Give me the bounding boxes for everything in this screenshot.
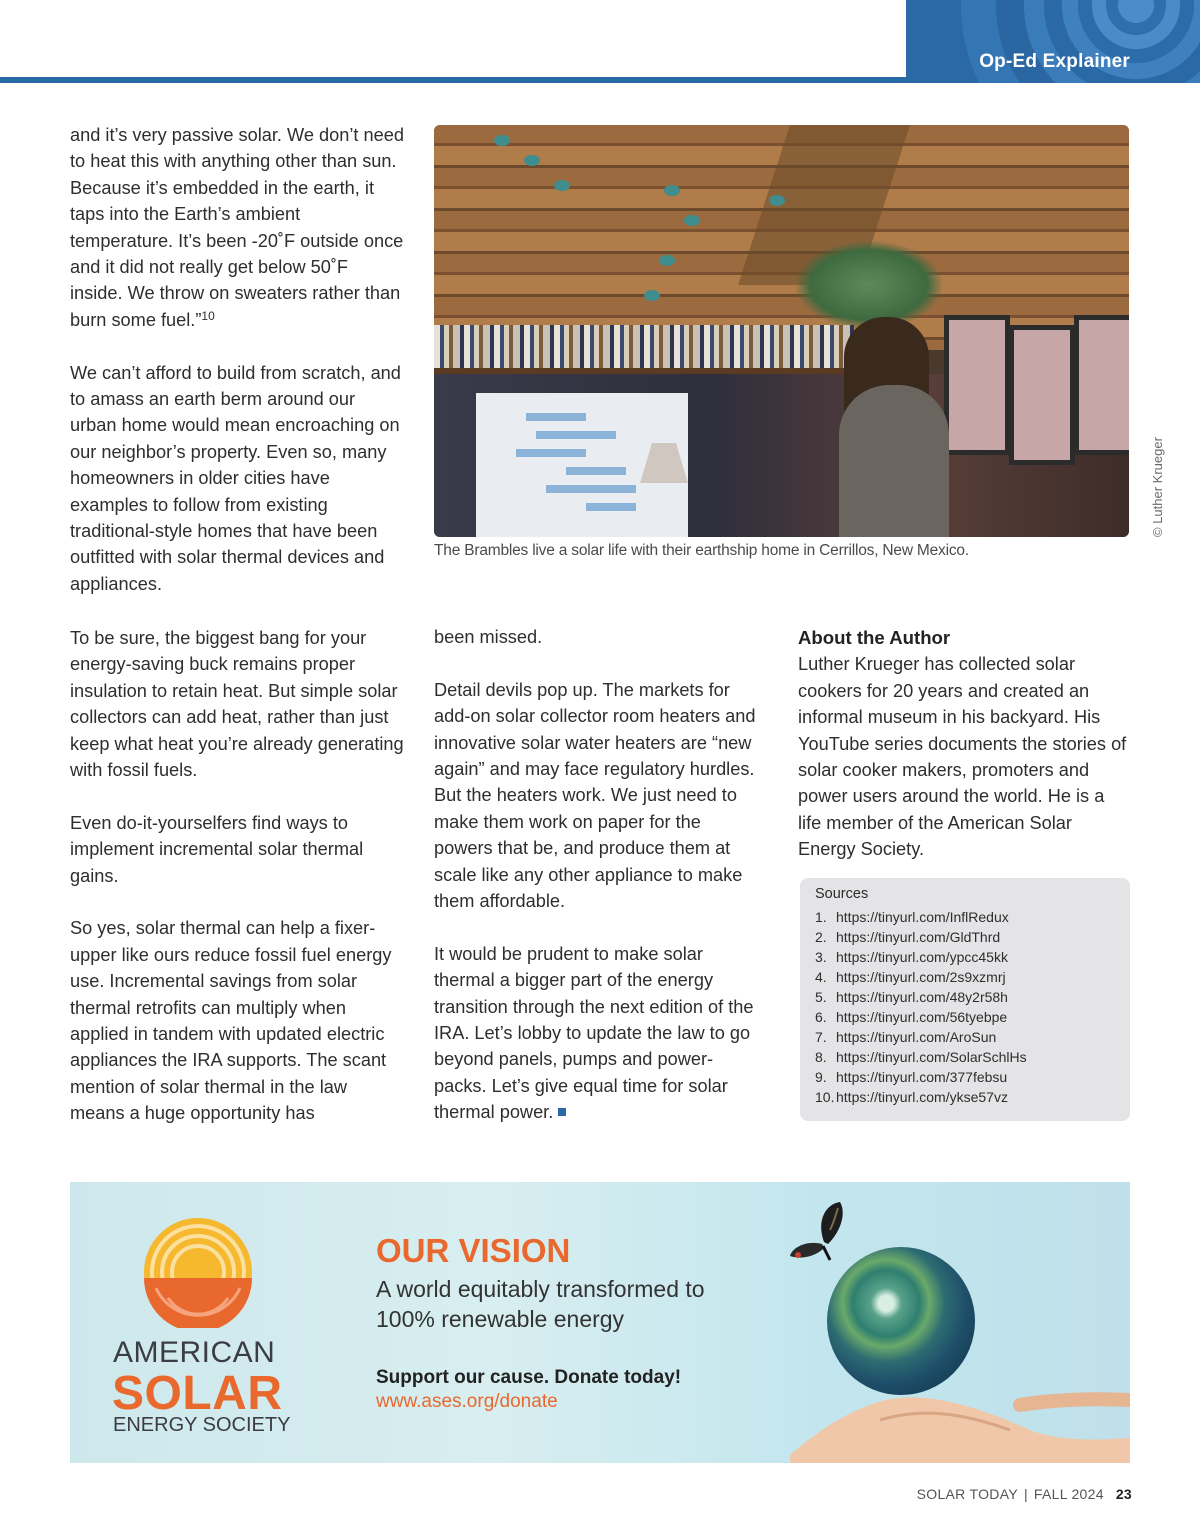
sources-box [800, 878, 1130, 1121]
article-column-1-bottom [70, 625, 405, 1127]
source-link[interactable]: https://tinyurl.com/377febsu [836, 1069, 1008, 1085]
paragraph: and it’s very passive solar. We don’t need to heat this with anything other than sun. Because it’s embedded in the earth, it taps into the Earth’s ambient temperature. It’s been -20˚F outside once and it did not really get below 50˚F inside. We throw on sweaters rather than burn some fuel.”$^{10}$ [70, 125, 404, 330]
source-link[interactable]: https://tinyurl.com/AroSun [836, 1029, 997, 1045]
paragraph: So yes, solar thermal can help a fixer-upper like ours reduce fossil fuel energy use. Incremental savings from solar thermal retrofits can multiply when applied in tandem with updated electric appliances the IRA supports. The scant mention of solar thermal in the law means a huge opportunity has [70, 918, 392, 1124]
author-heading: About the Author [798, 627, 951, 648]
end-of-article-mark [558, 1108, 566, 1116]
source-item: 1. https://tinyurl.com/InflRedux [815, 909, 1009, 925]
source-item: 10. https://tinyurl.com/ykse57vz [815, 1089, 1008, 1105]
page-footer: SOLAR TODAY | FALL 2024 23 [916, 1486, 1132, 1502]
source-item: 7. https://tinyurl.com/AroSun [815, 1029, 997, 1045]
author-bio: Luther Krueger has collected solar cookers for 20 years and created an informal museum in his backyard. His YouTube series documents the stories of solar cooker makers, promoters and power users around the world. He is a life member of the American Solar Energy Society. [798, 654, 1127, 860]
ad-heading: OUR VISION [376, 1232, 571, 1269]
paragraph: Detail devils pop up. The markets for add-on solar collector room heaters and innovative solar water heaters are “new again” and may face regulatory hurdles. But the heaters work. We just need to make them work on paper for the powers that be, and produce them at scale like any other appliance to make them affordable. [434, 679, 756, 912]
source-link[interactable]: https://tinyurl.com/GldThrd [836, 929, 1001, 945]
article-photo [434, 125, 1129, 537]
photo-credit: © Luther Krueger [1150, 437, 1165, 537]
source-link[interactable]: https://tinyurl.com/ypcc45kk [836, 949, 1008, 965]
sources-heading: Sources [815, 886, 869, 902]
source-item: 8. https://tinyurl.com/SolarSchlHs [815, 1049, 1027, 1065]
issue-label: FALL 2024 [1033, 1486, 1104, 1502]
about-author [798, 625, 1128, 863]
paragraph: been missed. [434, 627, 543, 647]
ases-advertisement [70, 1182, 1130, 1463]
article-column-2 [434, 624, 764, 1126]
source-link[interactable]: https://tinyurl.com/48y2r58h [836, 989, 1008, 1005]
source-link[interactable]: https://tinyurl.com/ykse57vz [836, 1089, 1008, 1105]
page-number: 23 [1115, 1486, 1132, 1502]
section-label: Op-Ed Explainer [979, 51, 1130, 72]
source-item: 6. https://tinyurl.com/56tyebpe [815, 1009, 1008, 1025]
paragraph: It would be prudent to make solar thermal a bigger part of the energy transition through the next edition of the IRA. Let’s lobby to update the law to go beyond panels, pumps and power-packs. Let’s give equal time for solar thermal power. [434, 943, 754, 1123]
ad-subheading: A world equitably transformed to 100% renewable energy [376, 1276, 705, 1332]
ases-sun-logo-icon [142, 1216, 254, 1328]
org-name-line1: AMERICAN [113, 1336, 276, 1369]
photo-caption: The Brambles live a solar life with their earthship home in Cerrillos, New Mexico. [434, 542, 969, 559]
org-name-line3: ENERGY SOCIETY [113, 1414, 291, 1436]
source-item: 2. https://tinyurl.com/GldThrd [815, 929, 1001, 945]
magazine-name: SOLAR TODAY [916, 1486, 1018, 1502]
article-column-1-top [70, 122, 405, 597]
source-item: 5. https://tinyurl.com/48y2r58h [815, 989, 1008, 1005]
ad-call-to-action: Support our cause. Donate today! [376, 1367, 682, 1388]
source-link[interactable]: https://tinyurl.com/InflRedux [836, 909, 1009, 925]
footnote-ref: 10 [201, 308, 215, 323]
donate-link[interactable]: www.ases.org/donate [376, 1391, 558, 1412]
source-item: 3. https://tinyurl.com/ypcc45kk [815, 949, 1008, 965]
paragraph: We can’t afford to build from scratch, and to amass an earth berm around our urban home would mean encroaching on our neighbor’s property. Even so, many homeowners in older cities have examples to follow from existing traditional-style homes that have been outfitted with solar thermal devices and appliances. [70, 362, 401, 594]
paragraph: To be sure, the biggest bang for your energy-saving buck remains proper insulation to retain heat. But simple solar collectors can add heat, rather than just keep what heat you’re already generating with fossil fuels. [70, 628, 404, 781]
section-tab [906, 0, 1200, 83]
butterfly-icon [786, 1200, 856, 1272]
source-item: 9. https://tinyurl.com/377febsu [815, 1069, 1008, 1085]
source-link[interactable]: https://tinyurl.com/2s9xzmrj [836, 969, 1006, 985]
source-link[interactable]: https://tinyurl.com/56tyebpe [836, 1009, 1008, 1025]
hand-icon [790, 1360, 1130, 1463]
source-item: 4. https://tinyurl.com/2s9xzmrj [815, 969, 1006, 985]
source-link[interactable]: https://tinyurl.com/SolarSchlHs [836, 1049, 1027, 1065]
org-name-line2: SOLAR [112, 1367, 283, 1420]
sources-list [815, 907, 1027, 1107]
paragraph: Even do-it-yourselfers find ways to implement incremental solar thermal gains. [70, 812, 364, 886]
